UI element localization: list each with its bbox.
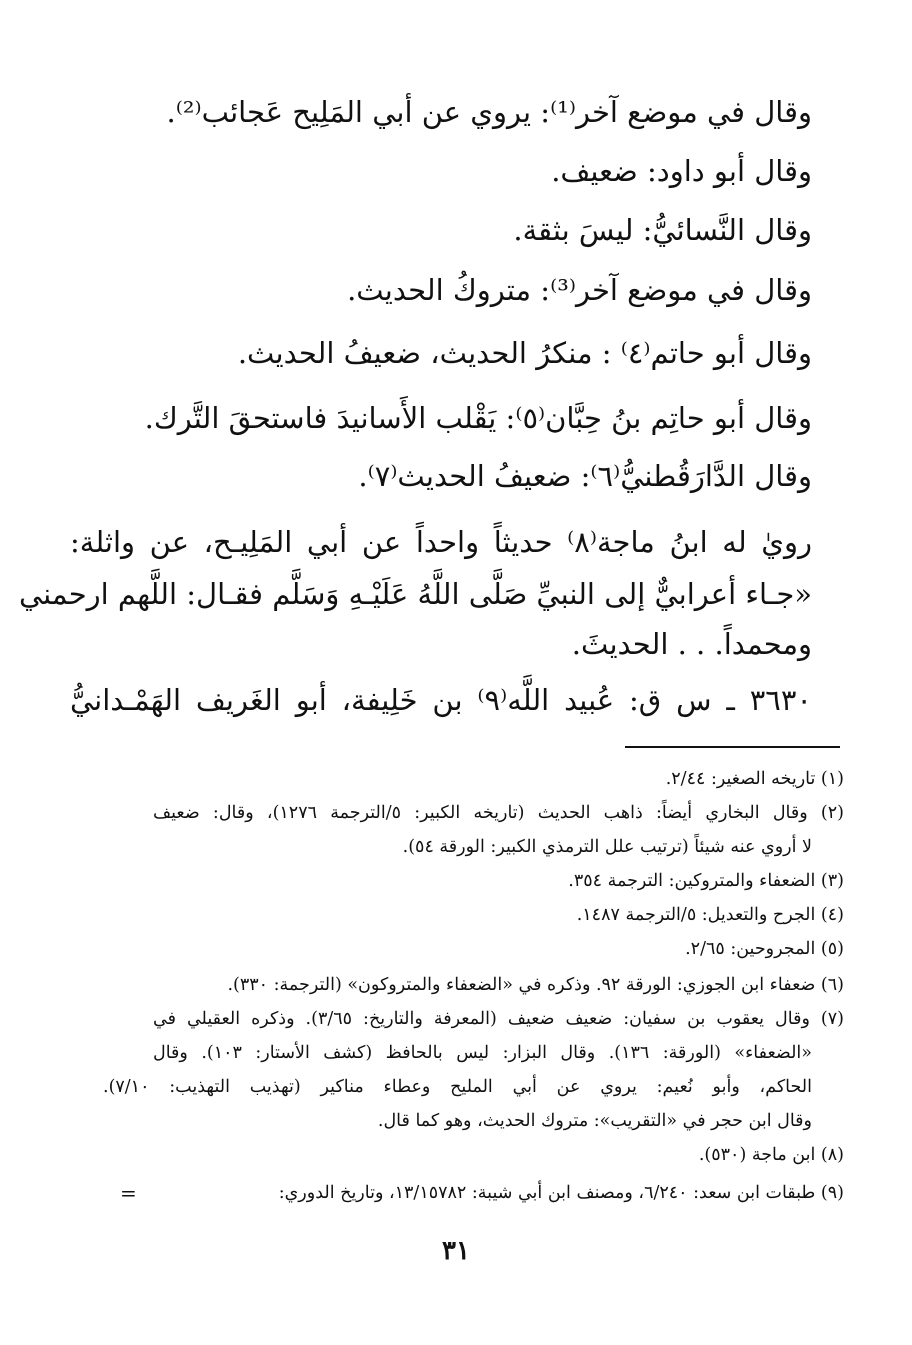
body-line: وقال في موضع آخر⁽¹⁾: يروي عن أبي المَلِيح عَجائب⁽²⁾.: [166, 95, 812, 129]
body-line: وقال في موضع آخر⁽³⁾: متروكُ الحديث.: [347, 273, 812, 307]
footnote-continuation: الحاكم، وأبو نُعيم: يروي عن أبي المليح وعطاء مناكير (تهذيب التهذيب: ٧/١٠).: [103, 1077, 812, 1097]
footnote-continuation: «الضعفاء» (الورقة: ١٣٦). وقال البزار: ليس بالحافظ (كشف الأستار: ١٠٣). وقال: [153, 1043, 812, 1063]
body-line: وقال أبو داود: ضعيف.: [551, 154, 812, 188]
footnote: (٨) ابن ماجة (٥٣٠).: [698, 1145, 844, 1165]
footnote: (٦) ضعفاء ابن الجوزي: الورقة ٩٢. وذكره في «الضعفاء والمتروكون» (الترجمة: ٣٣٠).: [227, 975, 844, 995]
entry-heading: ٣٦٣٠ ـ س ق: عُبيد اللَّه⁽٩⁾ بن خَلِيفة، أبو الغَريف الهَمْـدانيُّ: [70, 683, 812, 717]
footnote: (١) تاريخه الصغير: ٢/٤٤.: [665, 769, 844, 789]
body-line: وقال أبو حاتم⁽٤⁾ : منكرُ الحديث، ضعيفُ الحديث.: [237, 336, 812, 370]
footnote: (٢) وقال البخاري أيضاً: ذاهب الحديث (تاريخه الكبير: ٥/الترجمة ١٢٧٦)، وقال: ضعيف: [153, 803, 844, 823]
body-line: وقال أبو حاتِم بنُ حِبَّان⁽٥⁾: يَقْلب الأَسانيدَ فاستحقَ التَّرك.: [144, 401, 812, 435]
footnote-continuation: لا أروي عنه شيئاً (ترتيب علل الترمذي الكبير: الورقة ٥٤).: [402, 837, 812, 857]
footnote: (٩) طبقات ابن سعد: ٦/٢٤٠، ومصنف ابن أبي شيبة: ١٣/١٥٧٨٢، وتاريخ الدوري:: [278, 1183, 844, 1203]
body-line: ومحمداً. . . الحديثَ.: [571, 627, 812, 661]
footnote: (٥) المجروحين: ٢/٦٥.: [685, 939, 844, 959]
page-number: ٣١: [442, 1236, 470, 1266]
footnote-continuation: وقال ابن حجر في «التقريب»: متروك الحديث، وهو كما قال.: [377, 1111, 812, 1131]
body-line: وقال الدَّارَقُطنيُّ⁽٦⁾: ضعيفُ الحديث⁽٧⁾.: [358, 459, 812, 493]
body-line: «جـاء أعرابيٌّ إلى النبيِّ صَلَّى اللَّهُ عَلَيْـهِ وَسَلَّم فقـال: اللَّهم ارحمني: [19, 577, 812, 611]
footnote-separator: [625, 746, 840, 748]
body-line: وقال النَّسائيُّ: ليسَ بثقة.: [513, 213, 812, 247]
footnote: (٧) وقال يعقوب بن سفيان: ضعيف ضعيف (المعرفة والتاريخ: ٣/٦٥). وذكره العقيلي في: [153, 1009, 844, 1029]
continuation-mark: =: [120, 1181, 137, 1205]
body-line: رويٰ له ابنُ ماجة⁽٨⁾ حديثاً واحداً عن أبي المَلِيـح، عن واثلة:: [70, 525, 812, 559]
footnote: (٣) الضعفاء والمتروكين: الترجمة ٣٥٤.: [568, 871, 844, 891]
footnote: (٤) الجرح والتعديل: ٥/الترجمة ١٤٨٧.: [576, 905, 844, 925]
